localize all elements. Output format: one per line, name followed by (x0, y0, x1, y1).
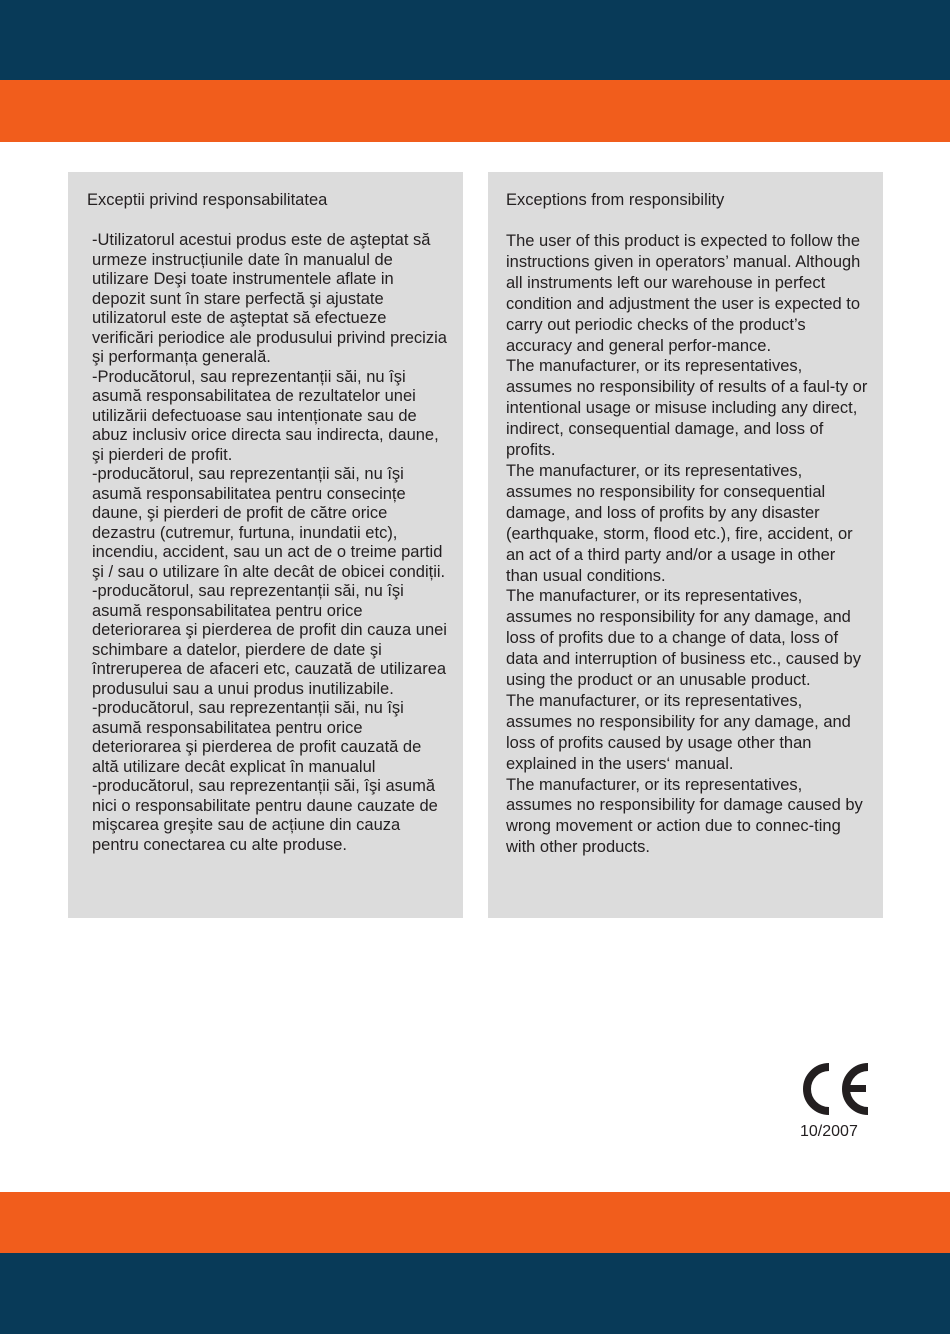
top-navy-band (0, 0, 950, 80)
ce-marking (792, 1058, 878, 1140)
ce-mark-icon (796, 1058, 870, 1120)
romanian-paragraph: -producătorul, sau reprezentanții săi, nu îşi asumă responsabilitatea pentru orice deteriorarea şi pierderea de profit cauzată de altă utilizare decât explicat în manualul (92, 699, 422, 776)
english-paragraph: The manufacturer, or its representatives, assumes no responsibility of results of a faul-ty or intentional usage or misuse including any direct, indirect, consequential damage, and loss of profits. (506, 357, 868, 460)
english-paragraph: The manufacturer, or its representatives, assumes no responsibility for any damage, and loss of profits due to a change of data, loss of data and interruption of business etc., caused by using the product or an unusable product. (506, 587, 861, 690)
english-paragraph: The user of this product is expected to follow the instructions given in operators’ manual. Although all instruments left our warehouse in perfect condition and adjustment the user is expected to carry out periodic checks of the product’s accuracy and general perfor-mance. (506, 232, 861, 355)
bottom-orange-band (0, 1192, 950, 1253)
english-panel-title: Exceptions from responsibility (506, 191, 725, 209)
ce-date: 10/2007 (800, 1123, 858, 1140)
english-paragraph: The manufacturer, or its representatives, assumes no responsibility for damage caused by wrong movement or action due to connec-ting with other products. (506, 775, 863, 857)
bottom-navy-band (0, 1253, 950, 1334)
english-paragraph: The manufacturer, or its representatives, assumes no responsibility for consequential damage, and loss of profits by any disaster (earthquake, storm, flood etc.), fire, accident, or an act of a third party and/or a usage in other than usual conditions. (506, 461, 853, 585)
romanian-paragraph: -Utilizatorul acestui produs este de aşteptat să urmeze instrucțiunile date în manualul de utilizare Deşi toate instrumentele aflate in depozit sunt în stare perfectă şi ajustate utilizatorul este de aşteptat să efectueze verificări periodice ale produsului privind precizia şi performanța generală. (92, 231, 447, 366)
english-paragraph: The manufacturer, or its representatives, assumes no responsibility for any damage, and loss of profits caused by usage other than explained in the users‘ manual. (506, 691, 851, 773)
romanian-paragraph: -producătorul, sau reprezentanții săi, îşi asumă nici o responsabilitate pentru daune cauzate de mişcarea greşite sau de acțiune din cauza pentru conectarea cu alte produse. (92, 777, 438, 854)
romanian-panel (68, 172, 463, 918)
romanian-panel-body (87, 231, 447, 855)
english-panel (488, 172, 883, 918)
romanian-paragraph: -producătorul, sau reprezentanții săi, nu îşi asumă responsabilitatea pentru orice deteriorarea şi pierderea de profit din cauza unei schimbare a datelor, pierdere de date şi întreruperea de afaceri etc, cauzată de utilizarea produsului sau a unui produs inutilizabile. (92, 582, 447, 698)
english-panel-body (506, 231, 869, 858)
romanian-panel-title: Exceptii privind responsabilitatea (87, 191, 328, 209)
romanian-paragraph: -producătorul, sau reprezentanții săi, nu îşi asumă responsabilitatea pentru consecințe daune, şi pierderi de profit de către orice dezastru (cutremur, furtuna, inundatii etc), incendiu, accident, sau un act de o treime partid şi / sau o utilizare în alte decât de obicei condiții. (92, 465, 446, 581)
romanian-paragraph: -Producătorul, sau reprezentanții săi, nu îşi asumă responsabilitatea de rezultatelor unei utilizării defectuoase sau intenționate sau de abuz inclusiv orice directa sau indirecta, daune, şi pierderi de profit. (92, 367, 439, 464)
top-orange-band (0, 80, 950, 142)
